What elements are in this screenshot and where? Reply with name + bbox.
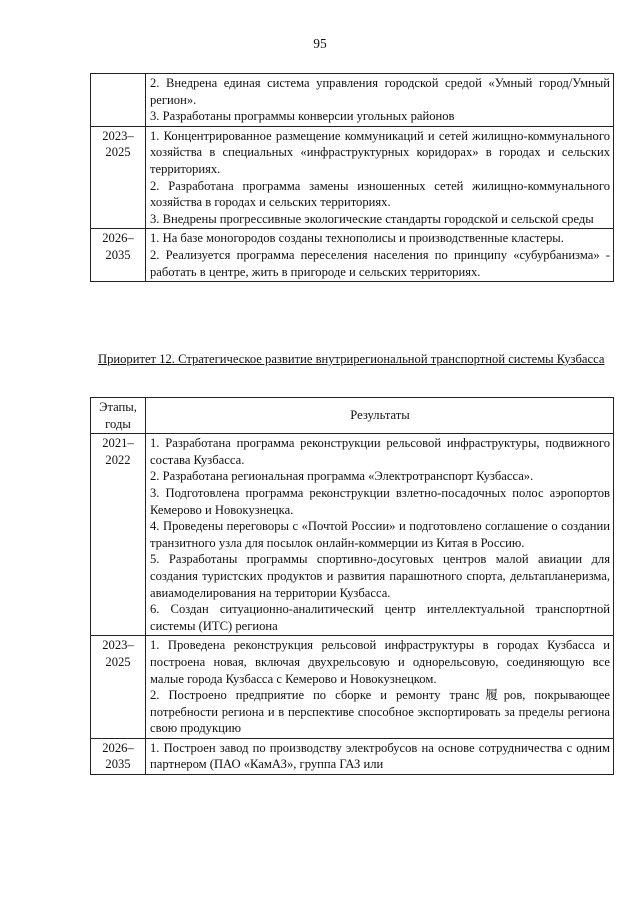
result-item: 1. Проведена реконструкция рельсовой инфраструктуры в городах Кузбасса и построена новая, включая двухрельсовую и однорельсовую, соединяющую все малые города Кузбасса с Кемерово и Новокузнецком. [150, 638, 610, 686]
table-row [91, 434, 614, 636]
results-cell [146, 636, 614, 739]
result-item: 2. Реализуется программа переселения населения по принципу «субурбанизма» - работать в центре, жить в пригороде и сельских территориях. [150, 247, 610, 279]
stage-cell: 2021–2022 [91, 434, 146, 636]
table-row [91, 738, 614, 774]
stage-cell: 2026–2035 [91, 738, 146, 774]
stage-cell: 2023–2025 [91, 126, 146, 229]
result-item: 2. Внедрена единая система управления городской средой «Умный город/Умный регион». [150, 76, 610, 107]
priority-title: Приоритет 12. Стратегическое развитие внутрирегиональной транспортной системы Кузбасса [98, 352, 605, 366]
results-cell [146, 126, 614, 229]
table-row [91, 636, 614, 739]
result-item: 1. На базе моногородов созданы технополисы и производственные кластеры. [150, 231, 564, 246]
result-item: 2. Разработана программа замены изношенных сетей жилищно-коммунального хозяйства в городах и сельских территориях. [150, 178, 610, 210]
table-row [91, 74, 614, 127]
result-item: 2. Разработана региональная программа «Электротранспорт Кузбасса». [150, 469, 534, 484]
results-table-continued [90, 73, 614, 282]
result-item: 4. Проведены переговоры с «Почтой России» и подготовлено соглашение о создании транзитного узла для посылок онлайн-коммерции из Китая в Россию. [150, 519, 610, 550]
result-item: 1. Концентрированное размещение коммуникаций и сетей жилищно-коммунального хозяйства в специальных «инфраструктурных коридорах» в городах и сельских территориях. [150, 128, 610, 176]
header-results: Результаты [146, 398, 614, 434]
stage-cell [91, 74, 146, 127]
page-number: 95 [313, 36, 327, 51]
results-cell [146, 229, 614, 282]
header-stage: Этапы, годы [91, 398, 146, 434]
result-item: 1. Построен завод по производству электробусов на основе сотрудничества с одним партнером (ПАО «КамАЗ», группа ГАЗ или [150, 740, 610, 772]
result-item: 3. Подготовлена программа реконструкции взлетно-посадочных полос аэропортов Кемерово и Новокузнецка. [150, 485, 610, 517]
result-item: 6. Создан ситуационно-аналитический центр интеллектуальной транспортной системы (ИТС) региона [150, 602, 610, 633]
result-item: 3. Внедрены прогрессивные экологические стандарты городской и сельской среды [150, 211, 594, 226]
stage-cell: 2026–2035 [91, 229, 146, 282]
result-item: 3. Разработаны программы конверсии угольных районов [150, 109, 455, 124]
result-item: 2. Построено предприятие по сборке и ремонту транс履ров, покрывающее потребности региона и в перспективе способное экспортировать за пределы региона свою продукцию [150, 688, 610, 736]
table-row [91, 229, 614, 282]
table-header-row [91, 398, 614, 434]
result-item: 5. Разработаны программы спортивно-досуговых центров малой авиации для создания туристских продуктов и развития парашютного спорта, дельтапланеризма, авиамоделирования на территории Кузбасса. [150, 552, 610, 600]
table-row [91, 126, 614, 229]
results-table-priority-12 [90, 397, 614, 775]
result-item: 1. Разработана программа реконструкции рельсовой инфраструктуры, подвижного состава Кузбасса. [150, 436, 610, 467]
results-cell [146, 434, 614, 636]
stage-cell: 2023–2025 [91, 636, 146, 739]
results-cell [146, 74, 614, 127]
results-cell [146, 738, 614, 774]
